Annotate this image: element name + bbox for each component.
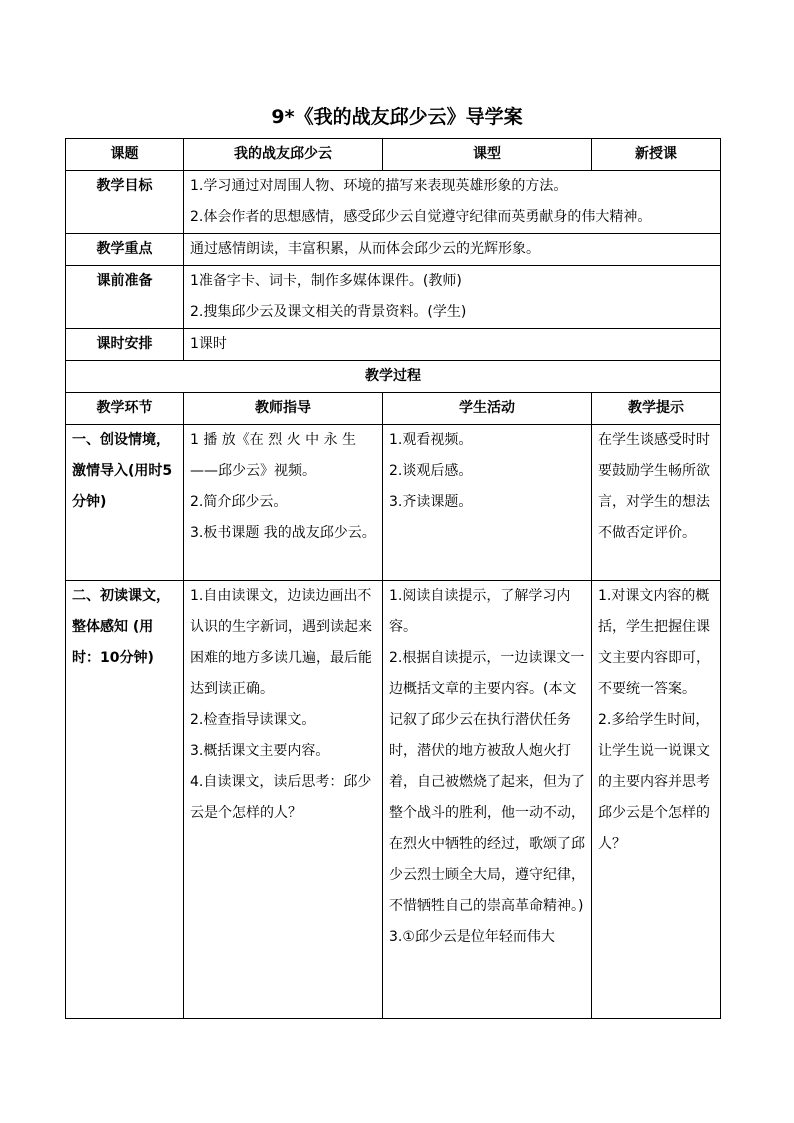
tips-item: 在学生谈感受时时要鼓励学生畅所欲言，对学生的想法不做否定评价。 — [598, 432, 710, 541]
process-row-1 — [66, 425, 721, 581]
teacher-2 — [184, 581, 383, 1019]
process-title-row — [66, 361, 721, 393]
goal-row — [66, 171, 721, 234]
process-row-2 — [66, 581, 721, 1019]
type-value: 新授课 — [592, 139, 721, 171]
focus-row — [66, 234, 721, 266]
prep-item: 2.搜集邱少云及课文相关的背景资料。(学生) — [190, 304, 467, 320]
header-student: 学生活动 — [383, 393, 592, 425]
prep-label: 课前准备 — [66, 266, 184, 329]
prep-content — [184, 266, 721, 329]
teacher-1 — [184, 425, 383, 581]
tips-1 — [592, 425, 721, 581]
student-item: 3.齐读课题。 — [389, 494, 473, 510]
teacher-item: 3.概括课文主要内容。 — [190, 743, 330, 759]
teacher-item: 2.检查指导读课文。 — [190, 712, 316, 728]
goal-label: 教学目标 — [66, 171, 184, 234]
header-tips: 教学提示 — [592, 393, 721, 425]
tips-item: 1.对课文内容的概括，学生把握住课文主要内容即可，不要统一答案。 — [598, 588, 710, 697]
goal-content — [184, 171, 721, 234]
topic-value: 我的战友邱少云 — [184, 139, 383, 171]
document-title: 9*《我的战友邱少云》导学案 — [271, 106, 523, 128]
student-item: 2.谈观后感。 — [389, 463, 473, 479]
focus-content: 通过感情朗读，丰富积累，从而体会邱少云的光辉形象。 — [184, 234, 721, 266]
teacher-item: 3.板书课题 我的战友邱少云。 — [190, 525, 376, 541]
header-stage: 教学环节 — [66, 393, 184, 425]
header-teacher: 教师指导 — [184, 393, 383, 425]
lesson-plan-table — [65, 138, 721, 1019]
tips-item: 2.多给学生时间，让学生说一说课文的主要内容并思考邱少云是个怎样的人？ — [598, 712, 710, 852]
student-1 — [383, 425, 592, 581]
prep-item: 1准备字卡、词卡，制作多媒体课件。(教师) — [190, 273, 462, 289]
topic-row — [66, 139, 721, 171]
stage-1: 一、创设情境，激情导入(用时5分钟) — [66, 425, 184, 581]
hours-row — [66, 329, 721, 361]
student-item: 1.观看视频。 — [389, 432, 473, 448]
teacher-item: 2.简介邱少云。 — [190, 494, 288, 510]
student-item: 2.根据自读提示，一边读课文一边概括文章的主要内容。(本文记叙了邱少云在执行潜伏任务时，潜伏的地方被敌人炮火打着，自己被燃烧了起来，但为了整个战斗的胜利，他一动不动，在烈火中牺牲的经过，歌颂了邱少云烈士顾全大局，遵守纪律，不惜牺牲自己的崇高革命精神。) — [389, 650, 585, 914]
student-2 — [383, 581, 592, 1019]
prep-row — [66, 266, 721, 329]
student-item: 1.阅读自读提示，了解学习内容。 — [389, 588, 571, 635]
teacher-item: 1 播 放《在 烈 火 中 永 生——邱少云》视频。 — [190, 432, 357, 479]
topic-label: 课题 — [66, 139, 184, 171]
tips-2 — [592, 581, 721, 1019]
goal-item: 2.体会作者的思想感情，感受邱少云自觉遵守纪律而英勇献身的伟大精神。 — [190, 209, 652, 225]
student-item: 3.①邱少云是位年轻而伟大 — [389, 929, 555, 945]
hours-label: 课时安排 — [66, 329, 184, 361]
type-label: 课型 — [383, 139, 592, 171]
stage-2: 二、初读课文，整体感知 (用时：10分钟) — [66, 581, 184, 1019]
teacher-item: 1.自由读课文，边读边画出不认识的生字新词，遇到读起来困难的地方多读几遍，最后能达到读正确。 — [190, 588, 372, 697]
focus-label: 教学重点 — [66, 234, 184, 266]
teacher-item: 4.自读课文，读后思考：邱少云是个怎样的人？ — [190, 774, 372, 821]
goal-item: 1.学习通过对周围人物、环境的描写来表现英雄形象的方法。 — [190, 178, 568, 194]
process-title: 教学过程 — [66, 361, 721, 393]
process-header-row — [66, 393, 721, 425]
hours-content: 1课时 — [184, 329, 721, 361]
